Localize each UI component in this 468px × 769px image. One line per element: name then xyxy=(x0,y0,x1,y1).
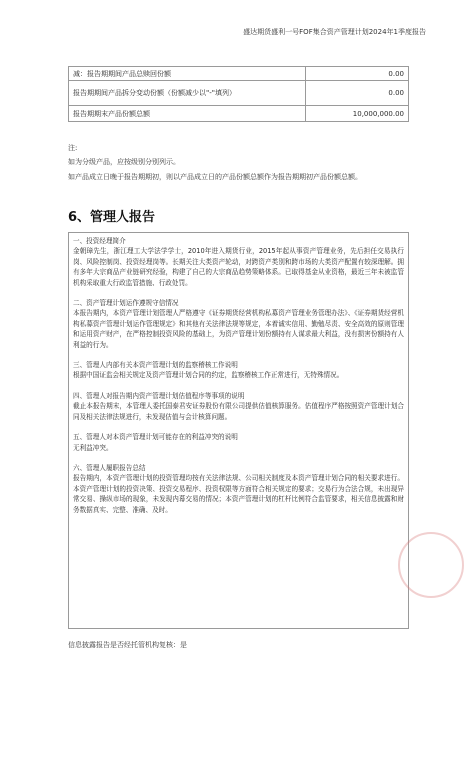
company-seal-stamp xyxy=(398,532,464,598)
table-row xyxy=(69,106,409,122)
note-line: 如产品成立日晚于报告期期初，则以产品成立日的产品份额总额作为报告期期初产品份额总额。 xyxy=(68,173,362,181)
note-line: 如为分级产品，应按级别分别列示。 xyxy=(68,158,180,166)
table-cell-value: 0.00 xyxy=(306,67,409,81)
subsection-body: 本报告期内，本资产管理计划管理人严格遵守《证券期货经营机构私募资产管理业务管理办法》、《证券期货经营机构私募资产管理计划运作管理规定》和其他有关法律法规等规定，本着诚实信用、勤勉尽责、安全高效的原则管理和运用资产财产，在严格控制投资风险的基础上，为资产管理计划份额持有人谋求最大利益，没有损害份额持有人利益的行为。 xyxy=(73,309,404,349)
subsection-body: 报告期内，本资产管理计划的投资管理均按有关法律法规、公司相关制度及本资产管理计划合同的相关要求进行。本资产管理计划的投资决策、投资交易程序、投资权限等方面符合相关规定的要求；交易行为合法合规，未出现异常交易、操纵市场的现象，未发现内幕交易的情况；本资产管理计划的杠杆比例符合监管要求，相关信息披露和财务数据真实、完整、准确、及时。 xyxy=(73,474,404,514)
subsection-title: 二、资产管理计划运作遵规守信情况 xyxy=(73,299,179,308)
subsection-title: 六、管理人履职报告总结 xyxy=(73,463,146,472)
fund-shares-table xyxy=(68,66,409,122)
custodian-review-note: 信息披露报告是否经托管机构复核：是 xyxy=(68,641,187,649)
section-title: 6、管理人报告 xyxy=(68,210,156,225)
manager-report-box xyxy=(68,232,409,629)
subsection-title: 五、管理人对本资产管理计划可能存在的利益冲突的说明 xyxy=(73,433,238,442)
table-row xyxy=(69,67,409,81)
subsection-title: 四、管理人对报告期内资产管理计划估值程序等事项的说明 xyxy=(73,391,245,400)
subsection-title: 三、管理人内部有关本资产管理计划的监察稽核工作说明 xyxy=(73,361,238,370)
subsection-body: 金朝璋先生，浙江理工大学法学学士，2010年进入期货行业，2015年起从事资产管理业务，先后担任交易执行岗、风险控制岗、投资经理岗等。长期关注大类资产轮动，对跨资产类别和跨市场的大类资产配置有较深理解。拥有多年大宗商品产业链研究经验，构建了自己的大宗商品趋势策略体系。已取得基金从业资格，最近三年未被监管机构采取重大行政监管措施、行政处罚。 xyxy=(73,247,404,287)
subsection-title: 一、投资经理简介 xyxy=(73,237,126,245)
table-cell-value: 0.00 xyxy=(306,81,409,106)
note-heading: 注: xyxy=(68,144,78,152)
subsection-body: 根据中国证监会相关规定及资产管理计划合同的约定，监察稽核工作正常进行，无特殊情况。 xyxy=(73,371,344,380)
table-cell-label: 减：报告期期间产品总赎回份额 xyxy=(69,67,306,81)
report-header-title: 盛达期货盛利一号FOF集合资产管理计划2024年1季度报告 xyxy=(243,28,426,36)
subsection-body: 截止本报告期末，本管理人委托国泰君安证券股份有限公司提供估值核算服务。估值程序严格按照资产管理计划合同及相关法律法规进行，未发现估值与会计核算问题。 xyxy=(73,402,404,421)
table-row xyxy=(69,81,409,106)
table-cell-label: 报告期期间产品拆分变动份额（份额减少以"-"填列） xyxy=(69,81,306,106)
table-cell-value: 10,000,000.00 xyxy=(306,106,409,122)
table-cell-label: 报告期期末产品份额总额 xyxy=(69,106,306,122)
subsection-body: 无利益冲突。 xyxy=(73,443,113,452)
